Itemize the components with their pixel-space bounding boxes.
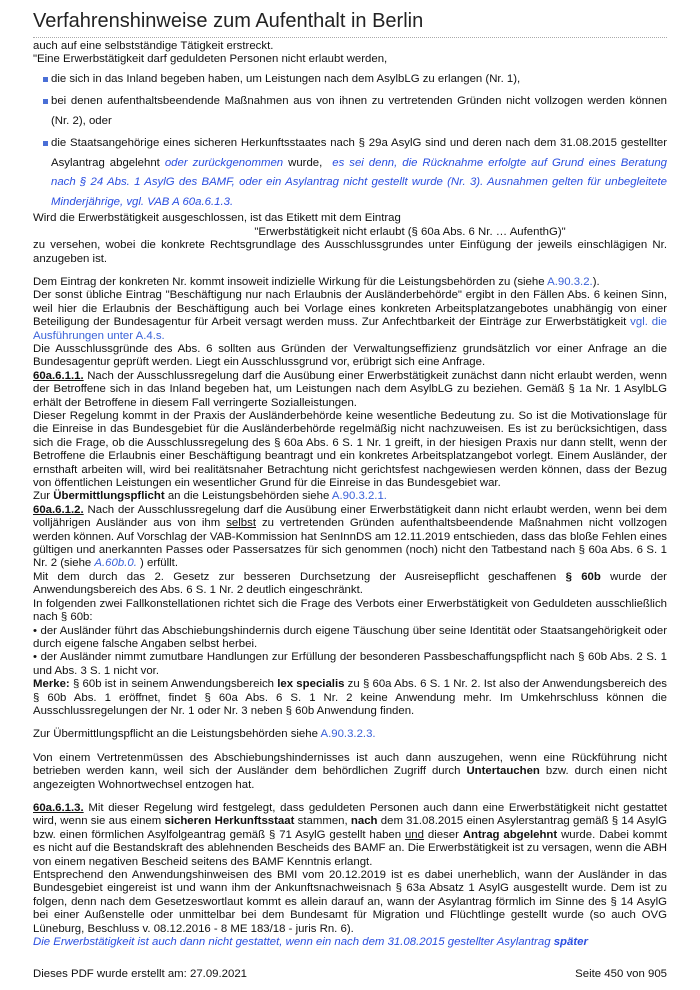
footer-page-number: Seite 450 von 905	[575, 968, 667, 980]
list-item: • der Ausländer nimmt zumutbare Handlungen zur Erfüllung der besonderen Passbeschaffungspflicht nach § 60b Abs. 2 S. 1 und Abs. 3 S. 1 nicht vor.	[33, 651, 667, 677]
section-number: 60a.6.1.1.	[33, 369, 84, 382]
paragraph: Zur Übermittlungspflicht an die Leistungsbehörden siehe A.90.3.2.3.	[33, 728, 376, 741]
cross-reference-link[interactable]: A.90.3.2.3.	[320, 728, 376, 741]
amendment-text: es sei denn, die Rücknahme erfolgte auf Grund eines Beratung nach § 24 Abs. 1 AsylG des BAMF, oder ein Asylantrag nicht gestellt wurde (Nr. 3). Ausnahmen gelten für unbegleitete Minderjährige, vgl. VAB A 60a.6.1.3.	[51, 156, 668, 208]
paragraph: "Eine Erwerbstätigkeit darf geduldeten Personen nicht erlaubt werden,	[33, 53, 388, 66]
paragraph: In folgenden zwei Fallkonstellationen richtet sich die Frage des Verbots einer Erwerbstätigkeit von Geduldeten ausschließlich nach § 60b:	[33, 597, 667, 624]
paragraph: Der sonst übliche Eintrag "Beschäftigung nur nach Erlaubnis der Ausländerbehörde" ergibt in den Fällen Abs. 6 keinen Sinn, weil hier die Erlaubnis der Beschäftigung auch bei Vorlage eines konkreten Arbeitsplatzangebotes unabhängig von einer Beteiligung der Bundesagentur für Arbeit versagt werden muss. Zur Anfechtbarkeit der Einträge zur Erwerbstätigkeit vgl. die Ausführungen unter A.4.s.	[33, 289, 667, 342]
section-number: 60a.6.1.3.	[33, 801, 84, 814]
cross-reference-link[interactable]: A.60b.0.	[94, 557, 137, 570]
bullet-icon	[43, 77, 48, 82]
bullet-icon	[43, 99, 48, 104]
paragraph: Entsprechend den Anwendungshinweisen des BMI vom 20.12.2019 ist es dabei unerheblich, wann der Ausländer in das Bundesgebiet eingereist ist und wann ihm der Ankunftsnachweisnach § 63a Absatz 1 AsylG ausgestellt wurde. Dem ist zu folgen, denn nach dem Gesetzeswortlaut kommt es allein darauf an, wann der Asylantrag förmlich im Sinne des § 14 AsylG bei einer Außenstelle oder unmittelbar bei dem Bundesamt für Migration und Flüchtlinge gestellt wurde (so auch OVG Lüneburg, Beschluss v. 08.12.2016 - 8 ME 183/18 - juris Rn. 6).	[33, 869, 667, 935]
section-60a-6-1-3: 60a.6.1.3. Mit dieser Regelung wird festgelegt, dass geduldeten Personen auch dann eine Erwerbstätigkeit nicht gestattet wird, wenn sie aus einem sicheren Herkunftsstaat stammen, nach dem 31.08.2015 einen Asylerstantrag gemäß § 14 AsylG bzw. einen förmlichen Asylfolgeantrag gemäß § 71 AsylG gestellt haben und dieser Antrag abgelehnt wurde. Dabei kommt es nicht auf die Bestandskraft des ablehnenden Bescheids des BAMF an. Die Erwerbstätigkeit ist zu versagen, wenn die ABH von einem negativen Bescheid seitens des BAMF Kenntnis erlangt.	[33, 801, 667, 868]
title-divider	[33, 37, 667, 38]
cross-reference-link[interactable]: A.90.3.2.1.	[331, 490, 387, 503]
page-title: Verfahrenshinweise zum Aufenthalt in Berlin	[33, 10, 424, 32]
list-item: die Staatsangehörige eines sicheren Herkunftsstaates nach § 29a AsylG sind und deren nach dem 31.08.2015 gestellter Asylantrag abgelehnt oder zurückgenommen wurde, es sei denn, die Rücknahme erfolgte auf Grund eines Beratung nach § 24 Abs. 1 AsylG des BAMF, oder ein Asylantrag nicht gestellt wurde (Nr. 3). Ausnahmen gelten für unbegleitete Minderjährige, vgl. VAB A 60a.6.1.3.	[33, 134, 667, 212]
paragraph: Dem Eintrag der konkreten Nr. kommt insoweit indizielle Wirkung für die Leistungsbehörden zu (siehe A.90.3.2.).	[33, 275, 600, 288]
paragraph: Die Ausschlussgründe des Abs. 6 sollten aus Gründen der Verwaltungseffizienz grundsätzlich vor einer Anfrage an die Bundesagentur geprüft werden. Liegt ein Ausschlussgrund vor, erübrigt sich eine Anfrage.	[33, 342, 667, 369]
cross-reference-link[interactable]: vgl. die Ausführungen unter A.4.s.	[33, 316, 667, 342]
cross-reference-link[interactable]: A.90.3.2.	[547, 275, 593, 288]
paragraph: Wird die Erwerbstätigkeit ausgeschlossen, ist das Etikett mit dem Eintrag	[33, 212, 401, 225]
paragraph: Mit dem durch das 2. Gesetz zur besseren Durchsetzung der Ausreisepflicht geschaffenen § 60b wurde der Anwendungsbereich des Abs. 6 S. 1 Nr. 2 deutlich eingeschränkt.	[33, 570, 667, 597]
section-60a-6-1-2: 60a.6.1.2. Nach der Ausschlussregelung darf die Ausübung einer Erwerbstätigkeit dann nicht erlaubt werden, wenn bei dem volljährigen Ausländer aus von ihm selbst zu vertretenden Gründen aufenthaltsbeendende Maßnahmen nicht vollzogen werden können. Auf Vorschlag der VAB-Kommission hat SenInnDS am 12.11.2019 entschieden, dass das bloße Fehlen eines gültigen und anerkannten Passes oder Passersatzes für sich genommen (noch) nicht den Tatbestand nach § 60a Abs. 6 S. 1 Nr. 2 (siehe A.60b.0. ) erfüllt.	[33, 503, 667, 570]
exclusion-list	[33, 70, 667, 213]
footer-created-date: Dieses PDF wurde erstellt am: 27.09.2021	[33, 968, 247, 980]
paragraph: zu versehen, wobei die konkrete Rechtsgrundlage des Ausschlussgrundes unter Einfügung der jeweils einschlägigen Nr. anzugeben ist.	[33, 239, 667, 265]
list-item: • der Ausländer führt das Abschiebungshindernis durch eigene Täuschung über seine Identität oder Staatsangehörigkeit oder durch eigene falsche Angaben selbst herbei.	[33, 624, 667, 650]
label-entry: "Erwerbstätigkeit nicht erlaubt (§ 60a Abs. 6 Nr. … AufenthG)"	[254, 225, 566, 238]
section-number: 60a.6.1.2.	[33, 503, 84, 516]
amendment-text: oder zurückgenommen	[164, 156, 284, 169]
paragraph: Dieser Regelung kommt in der Praxis der Ausländerbehörde keine wesentliche Bedeutung zu. So ist die Motivationslage für die Einreise in das Bundesgebiet für die Ausländerbehörde regelmäßig nicht nachzuweisen. Es ist zu berücksichtigen, dass sich die Frage, ob die Ausschlussregelung des § 60a Abs. 6 S. 1 Nr. 1 greift, in der hiesigen Praxis nur dann stellt, wenn der Betroffene die Erlaubnis einer Beschäftigung beantragt und ein konkretes Arbeitsplatzangebot vorlegt. Einem Ausländer, der ernsthaft arbeiten will, wird bei realitätsnaher Betrachtung nicht gerichtsfest nachgewiesen werden können, dass der Bezug von öffentlichen Leistungen ein wesentlicher Grund für die Einreise in das Bundesgebiet war.	[33, 410, 667, 490]
document-body	[33, 40, 667, 949]
paragraph: Von einem Vertretenmüssen des Abschiebungshindernisses ist auch dann auszugehen, wenn eine Rückführung nicht betrieben werden kann, weil sich der Ausländer dem behördlichen Zugriff durch Untertauchen bzw. durch einen nicht angezeigten Wohnortwechsel entzogen hat.	[33, 751, 668, 791]
list-item: bei denen aufenthaltsbeendende Maßnahmen aus von ihnen zu vertretenden Gründen nicht vollzogen werden können (Nr. 2), oder	[33, 92, 667, 131]
amendment-paragraph: Die Erwerbstätigkeit ist auch dann nicht gestattet, wenn ein nach dem 31.08.2015 gestellter Asylantrag später	[33, 936, 588, 949]
list-item: die sich in das Inland begeben haben, um Leistungen nach dem AsylbLG zu erlangen (Nr. 1),	[33, 70, 667, 90]
section-60a-6-1-1: 60a.6.1.1. Nach der Ausschlussregelung darf die Ausübung einer Erwerbstätigkeit zunächst dann nicht erlaubt werden, wenn der Betroffene sich in das Inland begeben hat, um Leistungen nach dem AsylbLG zu beziehen. Gemäß § 1a Nr. 1 AsylbLG erhält der Betroffene in diesem Fall verringerte Sozialleistungen.	[33, 369, 667, 409]
note-paragraph: Merke: § 60b ist in seinem Anwendungsbereich lex specialis zu § 60a Abs. 6 S. 1 Nr. 2. Ist also der Anwendungsbereich des § 60b Abs. 1 eröffnet, findet § 60a Abs. 6 S. 1 Nr. 2 keine Anwendung mehr. Im Umkehrschluss können die Ausschlussregelungen der Nr. 1 oder Nr. 3 neben § 60b Anwendung finden.	[33, 678, 668, 717]
paragraph: Zur Übermittlungspflicht an die Leistungsbehörden siehe A.90.3.2.1.	[33, 490, 387, 503]
paragraph: auch auf eine selbstständige Tätigkeit erstreckt.	[33, 40, 274, 52]
bullet-icon	[43, 141, 48, 146]
